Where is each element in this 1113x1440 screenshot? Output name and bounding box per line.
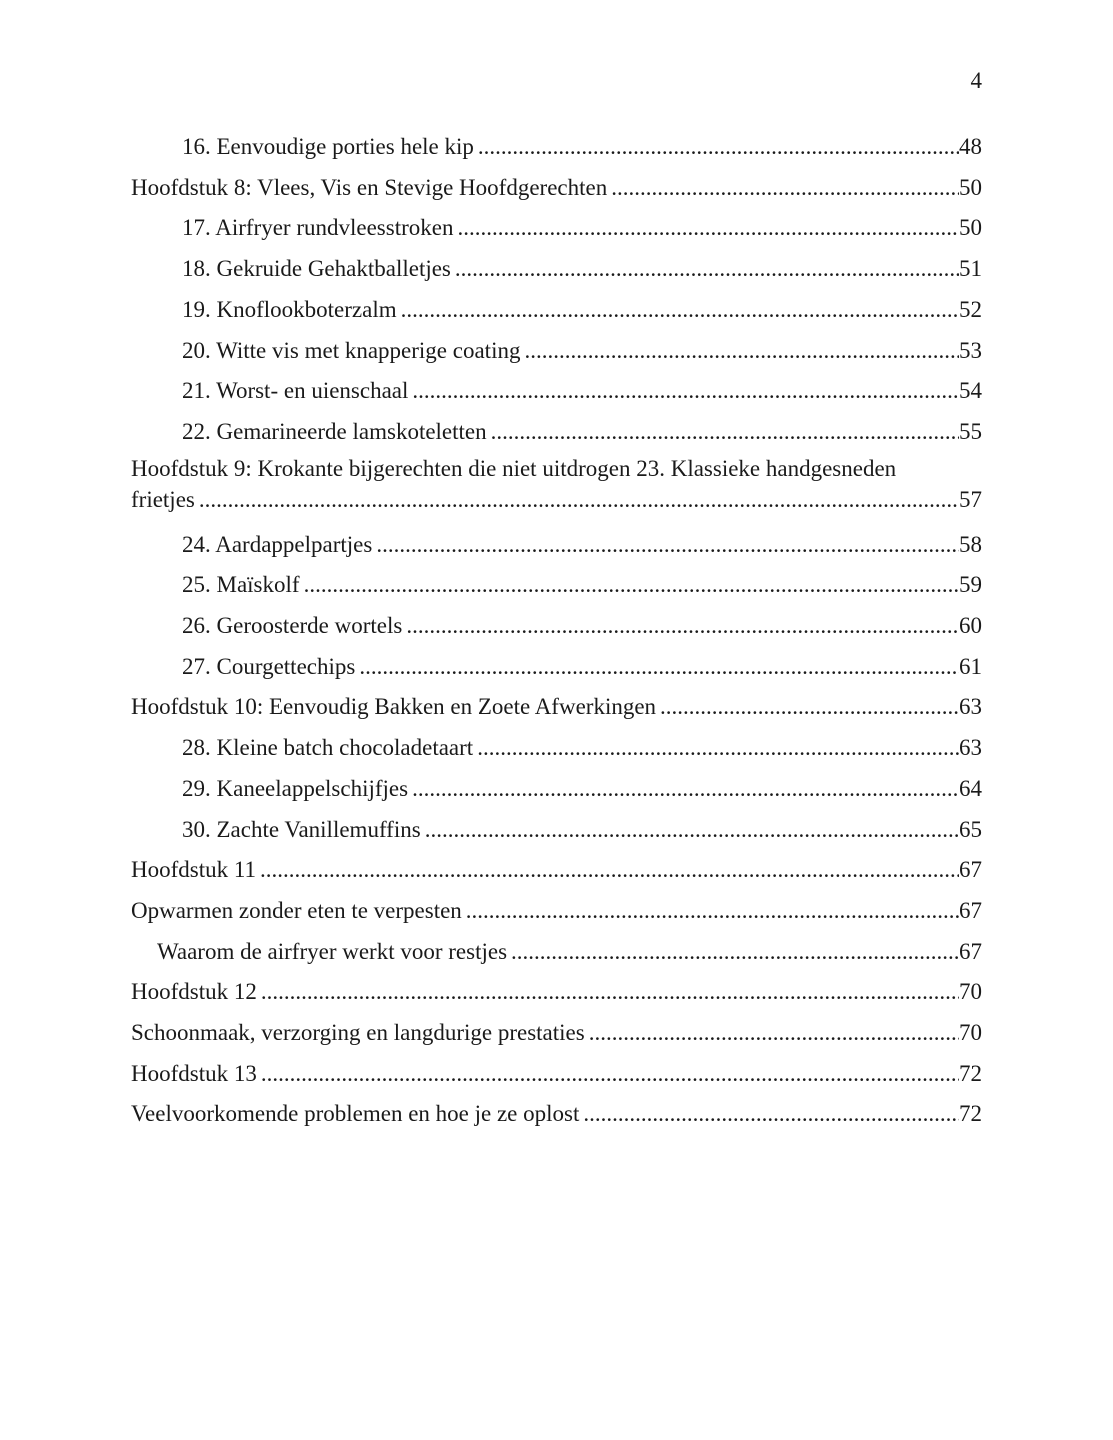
toc-entry[interactable] (131, 769, 982, 810)
dot-leader (401, 290, 959, 331)
toc-entry-page: 57 (959, 486, 982, 512)
dot-leader (589, 1013, 959, 1054)
toc-entry-title: 19. Knoflookboterzalm (182, 296, 397, 322)
toc-entry[interactable] (131, 1094, 982, 1135)
toc-entry-page: 70 (959, 979, 982, 1005)
dot-leader (660, 687, 959, 728)
toc-entry-title: 17. Airfryer rundvleesstroken (182, 215, 454, 241)
dot-leader (359, 647, 959, 688)
toc-entry-page: 67 (959, 897, 982, 923)
toc-entry-title: Hoofdstuk 12 (131, 979, 257, 1005)
toc-entry-page: 51 (959, 256, 982, 282)
toc-entry[interactable] (131, 290, 982, 331)
dot-leader (412, 371, 959, 412)
toc-entry-title: Schoonmaak, verzorging en langdurige prestaties (131, 1020, 585, 1046)
dot-leader (491, 412, 959, 453)
dot-leader (511, 932, 959, 973)
toc-entry-page: 63 (959, 694, 982, 720)
dot-leader (406, 606, 959, 647)
toc-entry[interactable] (131, 850, 982, 891)
toc-entry-page: 60 (959, 613, 982, 639)
toc-entry-page: 48 (959, 134, 982, 159)
toc-entry-title: Hoofdstuk 11 (131, 857, 257, 883)
toc-entry-title: 20. Witte vis met knapperige coating (182, 337, 521, 363)
dot-leader (611, 168, 959, 209)
toc-entry[interactable] (131, 972, 982, 1013)
dot-leader (524, 331, 959, 372)
toc-entry[interactable] (131, 249, 982, 290)
dot-leader (457, 208, 959, 249)
toc-entry-page: 67 (959, 938, 982, 964)
toc-entry[interactable] (131, 932, 982, 973)
toc-entry[interactable] (131, 647, 982, 688)
toc-entry-page: 61 (959, 653, 982, 679)
toc-entry-page: 54 (959, 378, 982, 404)
toc-entry-title: 18. Gekruide Gehaktballetjes (182, 256, 451, 282)
toc-entry-title: 25. Maïskolf (182, 572, 300, 598)
toc-entry[interactable] (131, 412, 982, 453)
toc-entry-title: Hoofdstuk 10: Eenvoudig Bakken en Zoete Afwerkingen (131, 694, 657, 720)
toc-entry[interactable] (131, 565, 982, 606)
toc-entry-title-line1: Hoofdstuk 9: Krokante bijgerechten die niet uitdrogen 23. Klassieke handgesneden (131, 455, 897, 481)
toc-entry[interactable] (131, 331, 982, 372)
dot-leader (583, 1094, 959, 1135)
toc-entry-page: 55 (959, 418, 982, 444)
toc-entry[interactable] (131, 127, 982, 168)
toc-entry-title: 16. Eenvoudige porties hele kip (182, 134, 474, 159)
toc-entry[interactable] (131, 728, 982, 769)
toc-entry-page: 72 (959, 1101, 982, 1127)
toc-entry[interactable] (131, 1054, 982, 1095)
toc-entry-page: 72 (959, 1060, 982, 1086)
toc-entry[interactable] (131, 891, 982, 932)
toc-entry[interactable] (131, 168, 982, 209)
toc-entry[interactable] (131, 606, 982, 647)
dot-leader (261, 972, 959, 1013)
toc-entry-page: 65 (959, 816, 982, 842)
page-number: 4 (970, 68, 982, 93)
toc-entry-page: 50 (959, 215, 982, 241)
toc-entry[interactable] (131, 1013, 982, 1054)
toc-entry-title: 28. Kleine batch chocoladetaart (182, 735, 474, 761)
toc-entry-title: 24. Aardappelpartjes (182, 531, 373, 557)
toc-entry-page: 53 (959, 337, 982, 363)
dot-leader (455, 249, 959, 290)
toc-entry-page: 70 (959, 1020, 982, 1046)
toc-entry[interactable] (131, 687, 982, 728)
toc-entry[interactable] (131, 371, 982, 412)
toc-entry-title: 22. Gemarineerde lamskoteletten (182, 418, 487, 444)
toc-entry-title: Veelvoorkomende problemen en hoe je ze oplost (131, 1101, 580, 1127)
toc-entry-title: frietjes (131, 486, 195, 512)
dot-leader (466, 891, 959, 932)
toc-entry-title: 30. Zachte Vanillemuffins (182, 816, 421, 842)
toc-entry-title: Hoofdstuk 8: Vlees, Vis en Stevige Hoofdgerechten (131, 174, 608, 200)
toc-entry-title: Waarom de airfryer werkt voor restjes (157, 938, 508, 964)
toc-entry[interactable] (131, 453, 982, 515)
dot-leader (304, 565, 959, 606)
dot-leader (376, 525, 959, 566)
toc-entry-page: 64 (959, 775, 982, 801)
table-of-contents (131, 127, 982, 1135)
toc-entry-title: Opwarmen zonder eten te verpesten (131, 897, 462, 923)
toc-entry-page: 63 (959, 735, 982, 761)
toc-entry-title: Hoofdstuk 13 (131, 1060, 257, 1086)
toc-entry-page: 67 (959, 857, 982, 883)
dot-leader (199, 484, 959, 515)
toc-entry[interactable] (131, 208, 982, 249)
toc-entry[interactable] (131, 810, 982, 851)
toc-entry[interactable] (131, 525, 982, 566)
dot-leader (477, 728, 959, 769)
dot-leader (412, 769, 959, 810)
toc-entry-page: 50 (959, 174, 982, 200)
toc-entry-page: 52 (959, 296, 982, 322)
dot-leader (260, 850, 959, 891)
dot-leader (261, 1054, 959, 1095)
toc-entry-page: 59 (959, 572, 982, 598)
dot-leader (425, 810, 959, 851)
toc-entry-title: 21. Worst- en uienschaal (182, 378, 409, 404)
dot-leader (478, 127, 959, 168)
toc-entry-title: 27. Courgettechips (182, 653, 356, 679)
toc-entry-title: 29. Kaneelappelschijfjes (182, 775, 409, 801)
toc-entry-page: 58 (959, 531, 982, 557)
toc-entry-title: 26. Geroosterde wortels (182, 613, 403, 639)
